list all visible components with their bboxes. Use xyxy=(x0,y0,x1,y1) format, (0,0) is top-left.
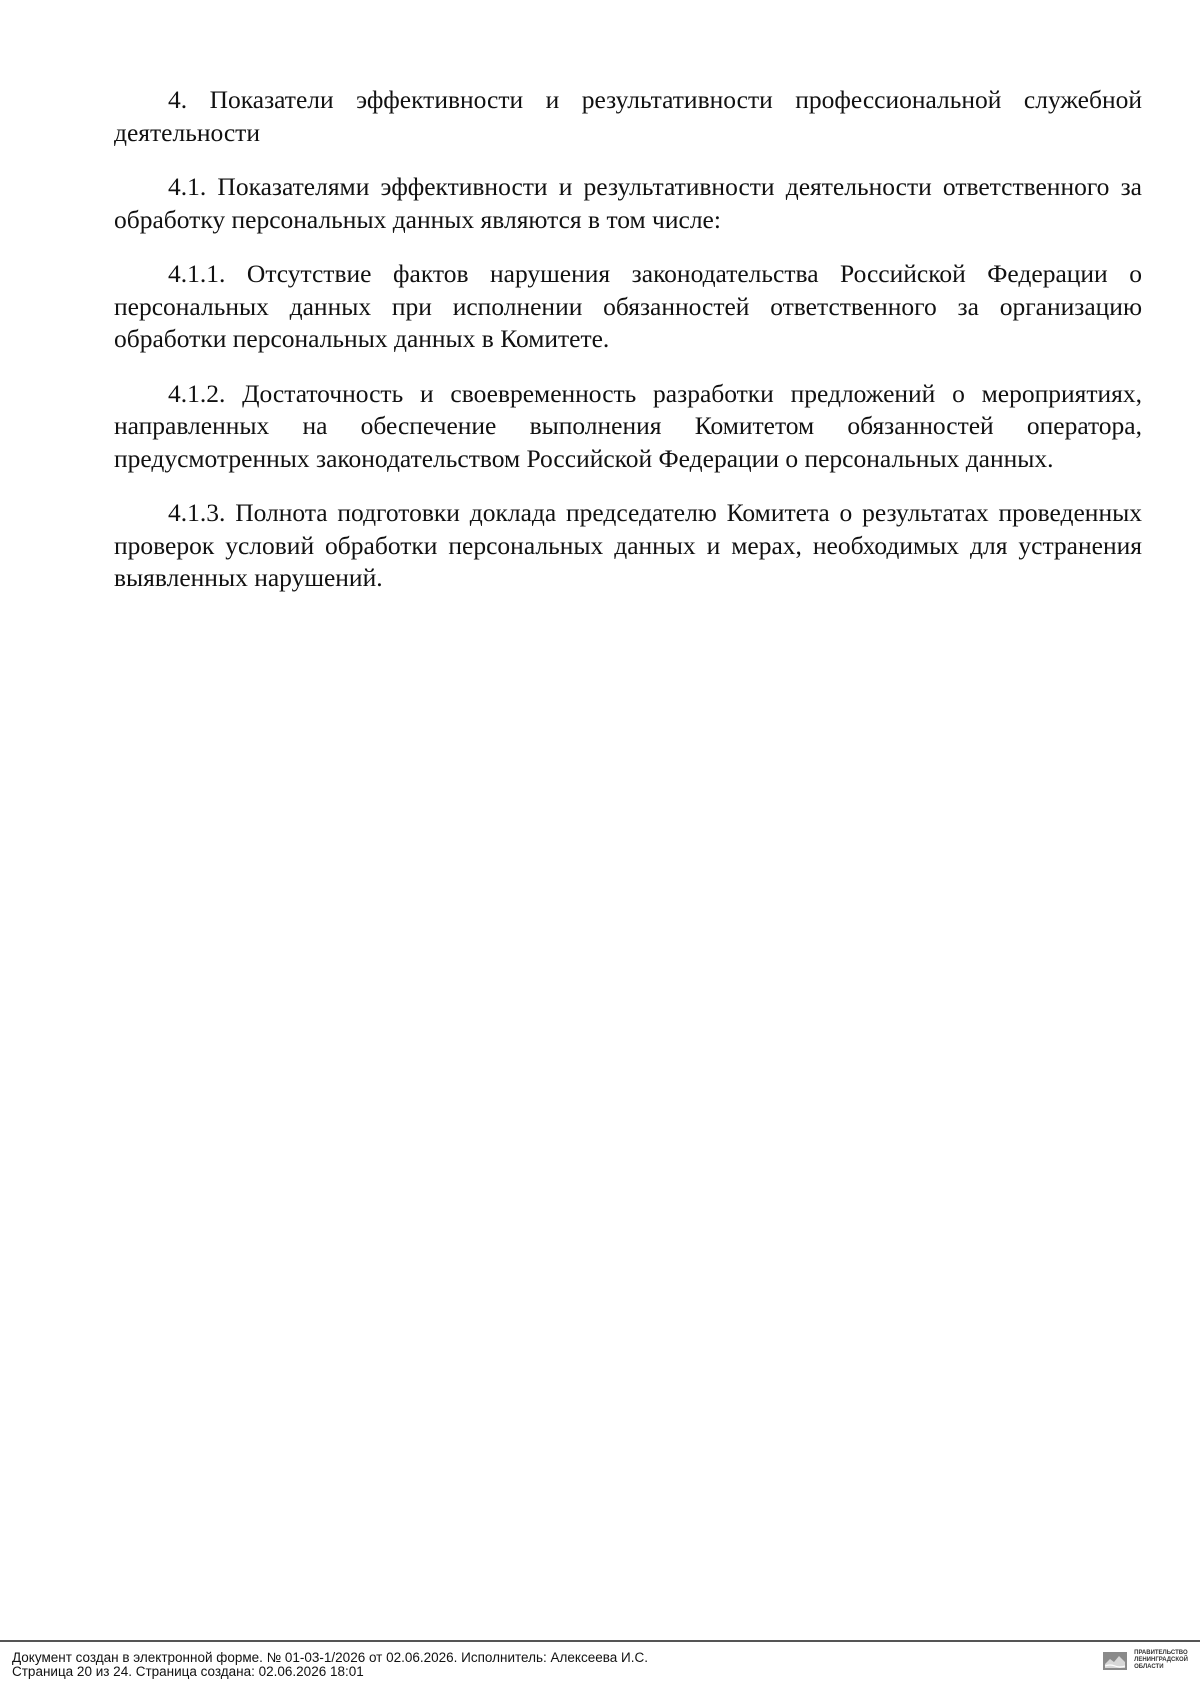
logo-line-2: ЛЕНИНГРАДСКОЙ xyxy=(1134,1657,1188,1663)
logo-caption xyxy=(1134,1650,1188,1671)
footer-document-info: Документ создан в электронной форме. № 01-03-1/2026 от 02.06.2026. Исполнитель: Алексеева И.С. xyxy=(12,1650,648,1665)
logo-line-1: ПРАВИТЕЛЬСТВО xyxy=(1134,1650,1188,1656)
page-footer xyxy=(0,1640,1200,1698)
paragraph-4-1-3: 4.1.3. Полнота подготовки доклада председателю Комитета о результатах проведенных проверок условий обработки персональных данных и мерах, необходимых для устранения выявленных нарушений. xyxy=(114,498,1142,592)
paragraph-4-1-1: 4.1.1. Отсутствие фактов нарушения законодательства Российской Федерации о персональных данных при исполнении обязанностей ответственного за организацию обработки персональных данных в Комитете. xyxy=(114,259,1142,353)
paragraph-4-1: 4.1. Показателями эффективности и результативности деятельности ответственного за обработку персональных данных являются в том числе: xyxy=(114,172,1142,234)
logo-line-3: ОБЛАСТИ xyxy=(1134,1664,1164,1670)
coat-of-arms-icon xyxy=(1102,1650,1128,1672)
section-heading: 4. Показатели эффективности и результативности профессиональной служебной деятельности xyxy=(114,85,1142,147)
paragraph-4-1-2: 4.1.2. Достаточность и своевременность разработки предложений о мероприятиях, направленных на обеспечение выполнения Комитетом обязанностей оператора, предусмотренных законодательством Российской Федерации о персональных данных. xyxy=(114,378,1142,473)
footer-page-info: Страница 20 из 24. Страница создана: 02.06.2026 18:01 xyxy=(12,1664,364,1679)
government-logo xyxy=(1102,1650,1188,1672)
footer-text xyxy=(12,1651,648,1679)
document-body xyxy=(114,84,1142,617)
